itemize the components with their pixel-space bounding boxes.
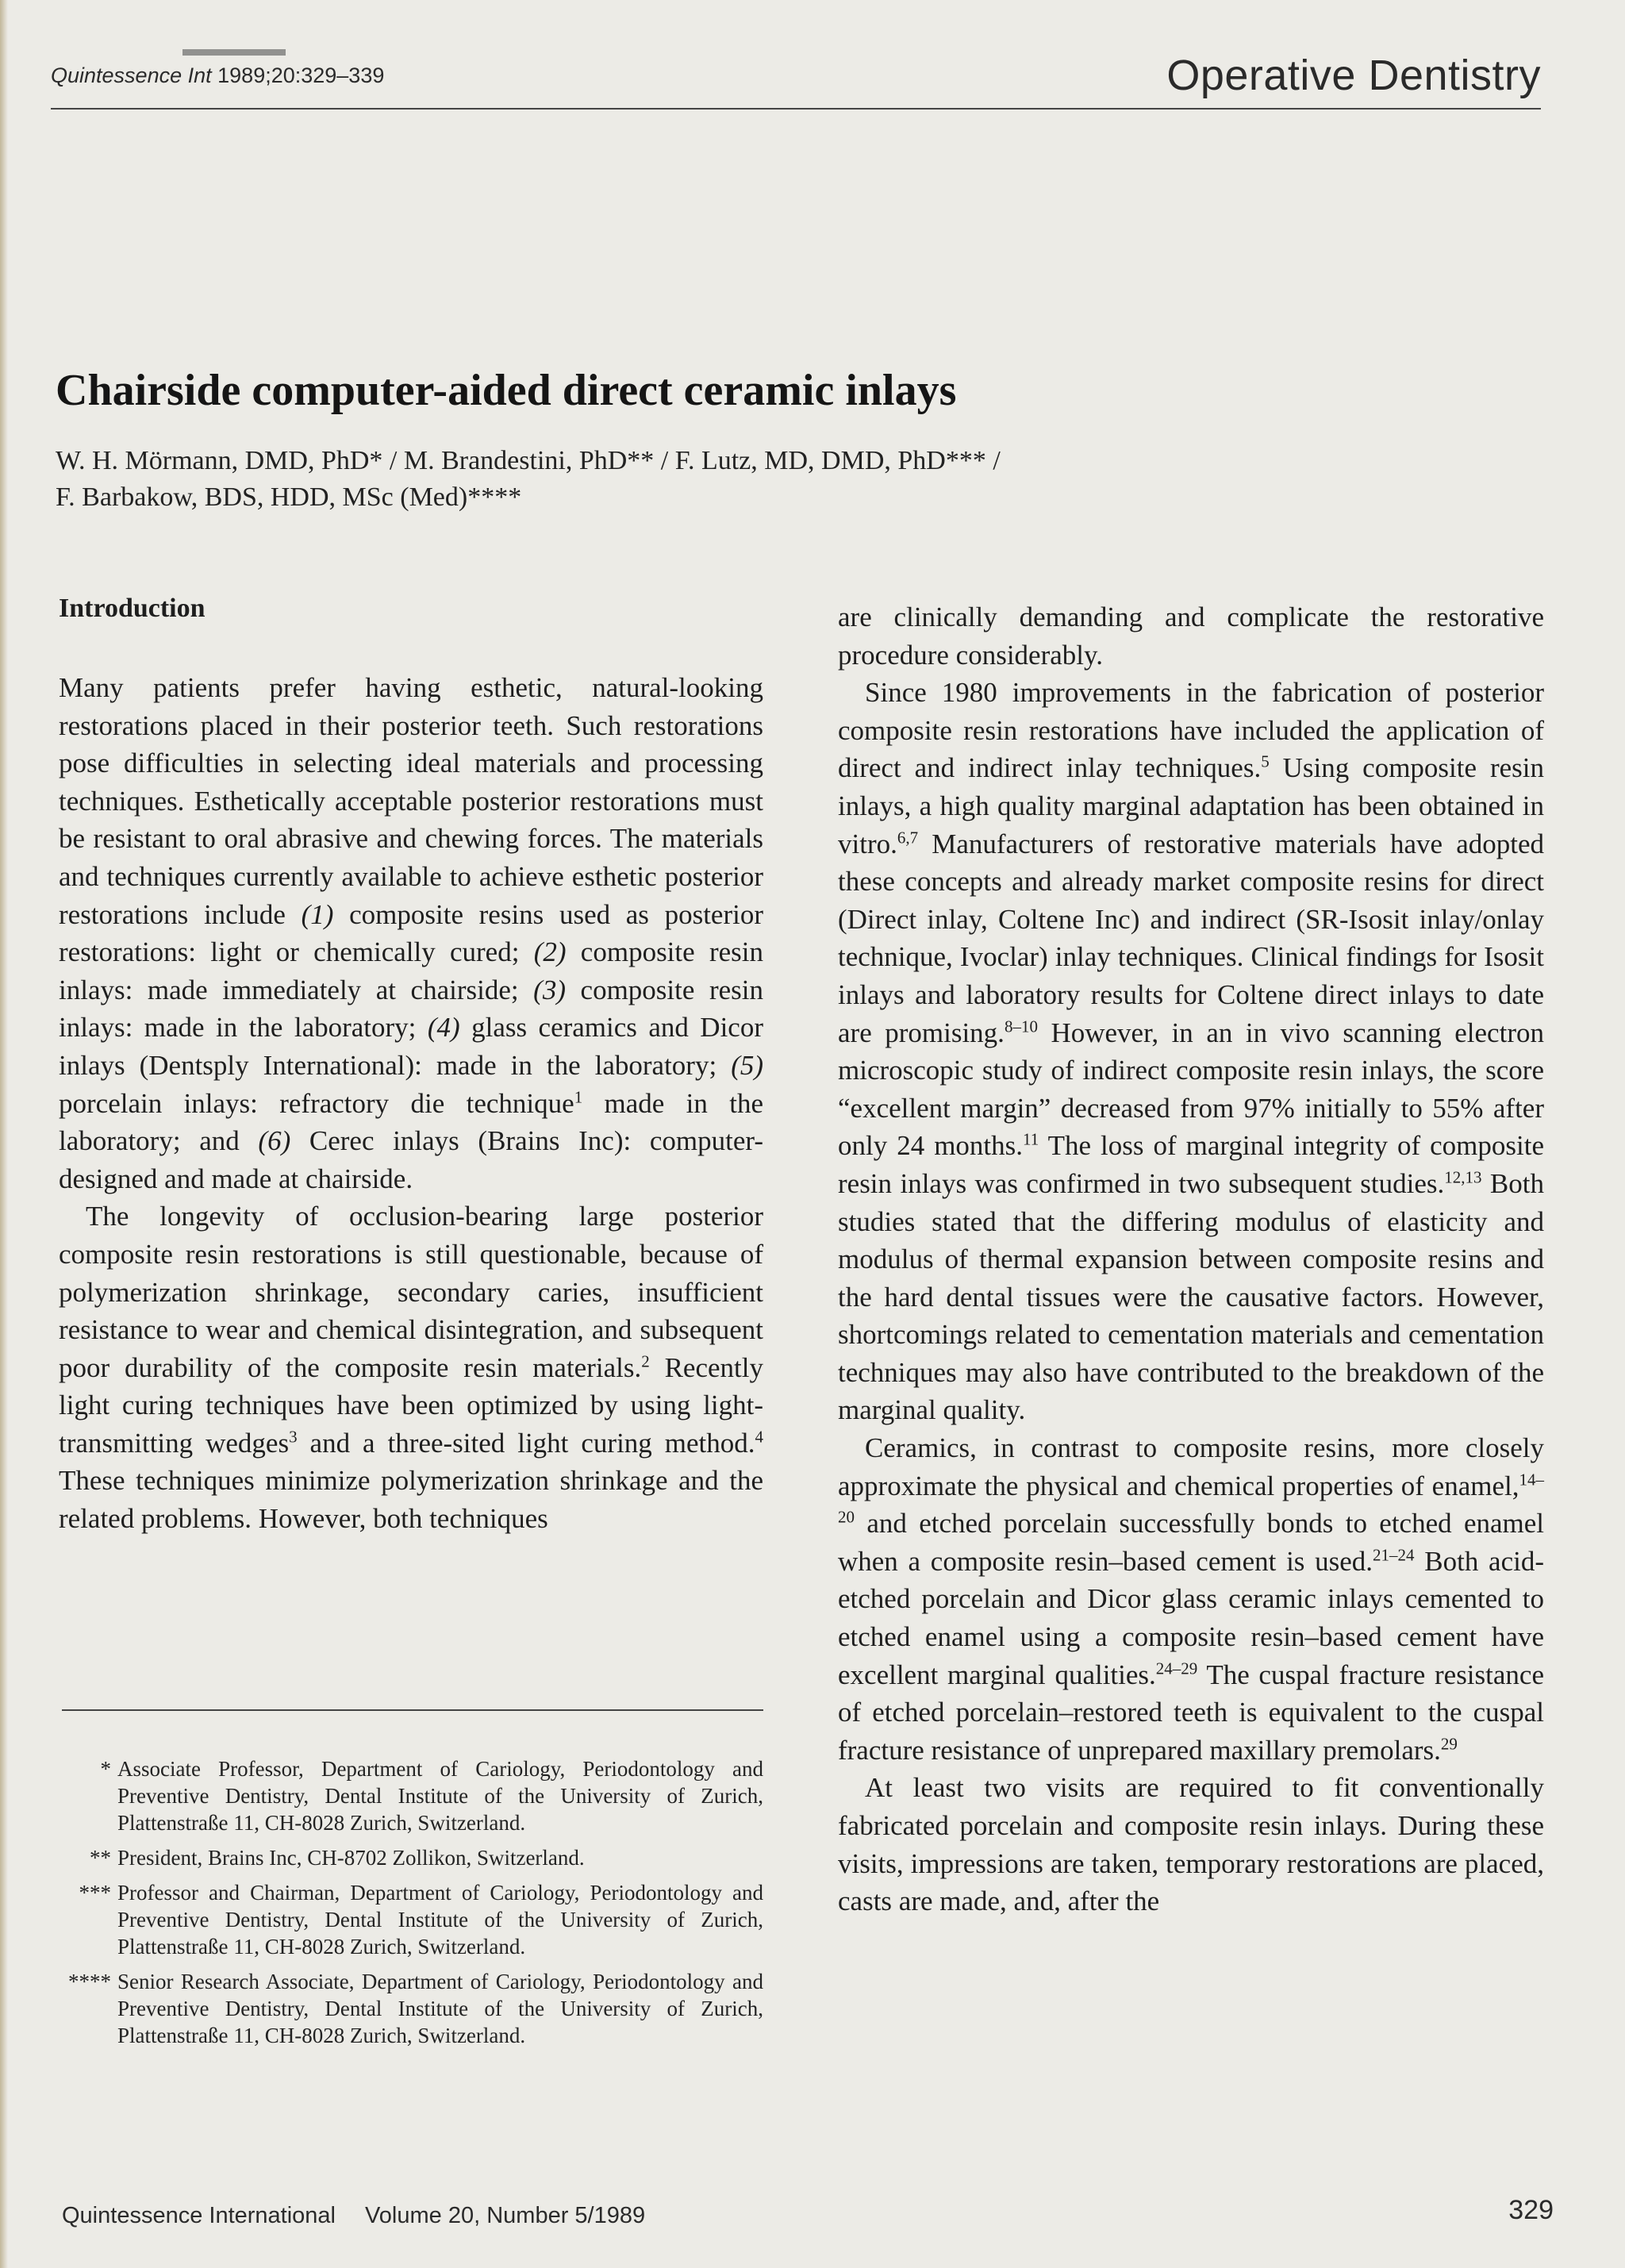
reference-superscript: 12,13	[1444, 1167, 1482, 1187]
reference-superscript: 2	[641, 1351, 650, 1371]
footnote	[62, 1968, 763, 2049]
reference-superscript: 3	[289, 1427, 298, 1447]
paragraph: The longevity of occlusion-bearing large posterior composite resin restorations is still questionable, because of polymerization shrinkage, secondary caries, insufficient resistance to wear and chemical disintegration, and subsequent poor durability of the composite resin materials.$^2$ Recently light curing techniques have been optimized by using light-transmitting wedges$^3$ and a three-sited light curing method.$^4$ These techniques minimize polymerization shrinkage and the related problems. However, both techniques	[59, 1201, 763, 1535]
footnote-mark: ****	[68, 1970, 111, 1993]
reference-superscript: 24–29	[1155, 1658, 1198, 1678]
footnote-text: Professor and Chairman, Department of Cariology, Periodontology and Preventive Dentistry, Dental Institute of the University of Zurich, Plattenstraße 11, CH-8028 Zurich, Switzerland.	[117, 1881, 763, 1959]
footnotes	[62, 1755, 763, 2057]
header-rule	[51, 108, 1541, 110]
footnote-text: President, Brains Inc, CH-8702 Zollikon, Switzerland.	[117, 1846, 585, 1870]
paragraph: Since 1980 improvements in the fabrication of posterior composite resin restorations have included the application of direct and indirect inlay techniques.$^5$ Using composite resin inlays, a high quality marginal adaptation has been obtained in vitro.$^{6,7}$ Manufacturers of restorative materials have adopted these concepts and already market composite resins for direct (Direct inlay, Coltene Inc) and indirect (SR-Isosit inlay/onlay technique, Ivoclar) inlay techniques. Clinical findings for Isosit inlays and laboratory results for Coltene direct inlays to date are promising.$^{8-10}$ However, in an in vivo scanning electron microscopic study of indirect composite resin inlays, the score “excellent margin” decreased from 97% initially to 55% after only 24 months.$^{11}$ The loss of marginal integrity of composite resin inlays was confirmed in two subsequent studies.$^{12,13}$ Both studies stated that the differing modulus of elasticity and modulus of thermal expansion between composite resins and the hard dental tissues were the causative factors. However, shortcomings related to cementation materials and cementation techniques may also have contributed to the breakdown of the marginal quality.	[838, 677, 1544, 1426]
reference-superscript: 4	[755, 1427, 763, 1447]
section-heading-introduction: Introduction	[59, 594, 206, 623]
reference-superscript: 21–24	[1373, 1545, 1415, 1565]
page-number: 329	[1508, 2195, 1554, 2225]
journal-name: Quintessence Int	[51, 63, 212, 87]
right-column	[838, 598, 1544, 1920]
reference-superscript: 14–20	[838, 1470, 1544, 1527]
journal-volume-pages: 1989;20:329–339	[217, 63, 385, 87]
footer-journal-info: Quintessence International Volume 20, Number 5/1989	[62, 2203, 646, 2228]
reference-superscript: 8–10	[1004, 1016, 1038, 1036]
article-title: Chairside computer-aided direct ceramic inlays	[56, 366, 957, 415]
journal-citation	[51, 63, 384, 88]
footnote	[62, 1755, 763, 1836]
authors-line-1: W. H. Mörmann, DMD, PhD* / M. Brandestini, PhD** / F. Lutz, MD, DMD, PhD*** /	[56, 446, 1001, 475]
paragraph: are clinically demanding and complicate the restorative procedure considerably.	[838, 602, 1544, 671]
paragraph: Many patients prefer having esthetic, natural-looking restorations placed in their posterior teeth. Such restorations pose difficulties in selecting ideal materials and processing techniques. Esthetically acceptable posterior restorations must be resistant to oral abrasive and chewing forces. The materials and techniques currently available to achieve esthetic posterior restorations include (1) composite resins used as posterior restorations: light or chemically cured; (2) composite resin inlays: made immediately at chairside; (3) composite resin inlays: made in the laboratory; (4) glass ceramics and Dicor inlays (Dentsply International): made in the laboratory; (5) porcelain inlays: refractory die technique$^1$ made in the laboratory; and (6) Cerec inlays (Brains Inc): computer-designed and made at chairside.	[59, 672, 764, 1194]
left-column	[59, 591, 763, 1538]
running-head	[51, 51, 1541, 114]
header-tab-mark	[182, 49, 286, 56]
footnote-text: Associate Professor, Department of Cariology, Periodontology and Preventive Dentistry, Dental Institute of the University of Zurich, Plattenstraße 11, CH-8028 Zurich, Switzerland.	[117, 1757, 763, 1835]
reference-superscript: 11	[1023, 1129, 1039, 1149]
footnote	[62, 1844, 763, 1871]
reference-superscript: 1	[574, 1086, 583, 1106]
reference-superscript: 29	[1440, 1734, 1458, 1754]
paragraph: Ceramics, in contrast to composite resins, more closely approximate the physical and chemical properties of enamel,$^{14-20}$ and etched porcelain successfully bonds to etched enamel when a composite resin–based cement is used.$^{21-24}$ Both acid-etched porcelain and Dicor glass ceramic inlays cemented to etched enamel using a composite resin–based cement have excellent marginal qualities.$^{24-29}$ The cuspal fracture resistance of etched porcelain–restored teeth is equivalent to the cuspal fracture resistance of unprepared maxillary premolars.$^{29}$	[838, 1432, 1544, 1766]
reference-superscript: 5	[1261, 752, 1270, 771]
author-list	[56, 443, 1293, 516]
footnote-rule	[62, 1709, 763, 1711]
section-name: Operative Dentistry	[1166, 52, 1541, 99]
footnote-mark: **	[90, 1846, 111, 1870]
paragraph: At least two visits are required to fit conventionally fabricated porcelain and composite resin inlays. During these visits, impressions are taken, temporary restorations are placed, casts are made, and, after the	[838, 1772, 1544, 1917]
page-edge-shadow	[0, 0, 8, 2268]
reference-superscript: 6,7	[897, 827, 919, 847]
footnote-mark: *	[100, 1757, 111, 1781]
authors-line-2: F. Barbakow, BDS, HDD, MSc (Med)****	[56, 482, 522, 512]
footnote-mark: ***	[79, 1881, 111, 1905]
footnote	[62, 1879, 763, 1960]
footnote-text: Senior Research Associate, Department of Cariology, Periodontology and Preventive Dentistry, Dental Institute of the University of Zurich, Plattenstraße 11, CH-8028 Zurich, Switzerland.	[117, 1970, 763, 2047]
